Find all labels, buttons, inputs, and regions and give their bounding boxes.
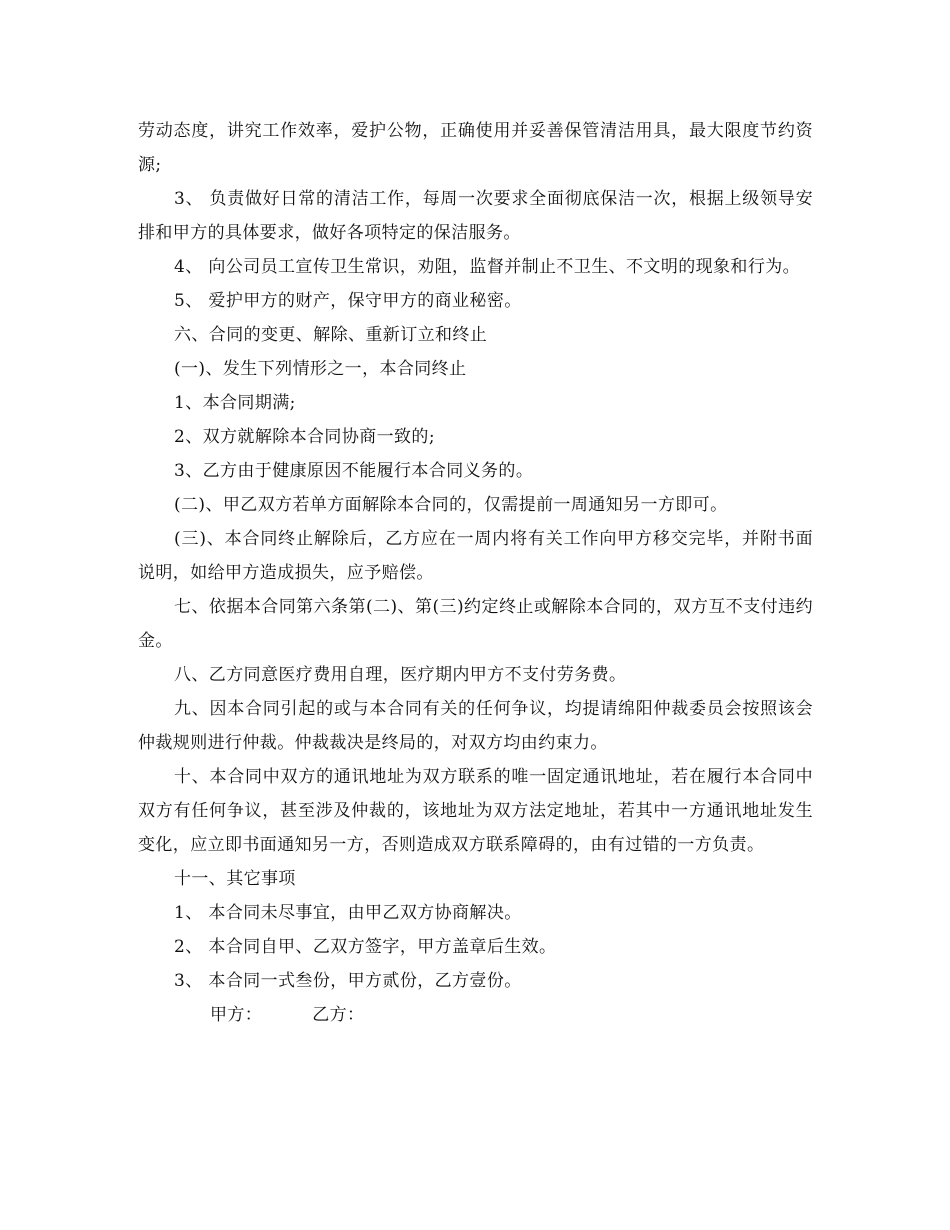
list-item-11-1: 1、 本合同未尽事宜，由甲乙双方协商解决。 (174, 903, 522, 923)
subsection-6-1: (一)、发生下列情形之一，本合同终止 (174, 359, 467, 379)
paragraph-item-3-cleaning: 3、 负责做好日常的清洁工作，每周一次要求全面彻底保洁一次，根据上级领导安排和甲方的具体要求，做好各项特定的保洁服务。 (138, 189, 813, 243)
section-10: 十、本合同中双方的通讯地址为双方联系的唯一固定通讯地址，若在履行本合同中双方有任何争议，甚至涉及仲裁的，该地址为双方法定地址，若其中一方通讯地址发生变化，应立即书面通知另一方，否则造成双方联系障碍的，由有过错的一方负责。 (138, 767, 813, 855)
document-body (138, 114, 813, 1032)
paragraph-item-5-property: 5、 爱护甲方的财产，保守甲方的商业秘密。 (174, 291, 522, 311)
signature-line (138, 998, 813, 1032)
party-b-label: 乙方： (312, 1005, 365, 1025)
party-a-label: 甲方： (210, 1005, 263, 1025)
section-heading-11: 十一、其它事项 (174, 869, 296, 889)
list-item-expiry: 1、本合同期满; (174, 393, 296, 413)
paragraph-item-4-hygiene: 4、 向公司员工宣传卫生常识，劝阻，监督并制止不卫生、不文明的现象和行为。 (174, 257, 801, 277)
list-item-health: 3、乙方由于健康原因不能履行本合同义务的。 (174, 461, 534, 481)
section-heading-6: 六、合同的变更、解除、重新订立和终止 (174, 325, 488, 345)
list-item-mutual-agreement: 2、双方就解除本合同协商一致的; (174, 427, 435, 447)
list-item-11-2: 2、 本合同自甲、乙双方签字，甲方盖章后生效。 (174, 937, 557, 957)
list-item-11-3: 3、 本合同一式叁份，甲方贰份，乙方壹份。 (174, 971, 522, 991)
paragraph-labor-attitude: 劳动态度，讲究工作效率，爱护公物，正确使用并妥善保管清洁用具，最大限度节约资源; (138, 121, 813, 175)
subsection-6-2: (二)、甲乙双方若单方面解除本合同的，仅需提前一周通知另一方即可。 (174, 495, 728, 515)
section-8: 八、乙方同意医疗费用自理，医疗期内甲方不支付劳务费。 (174, 665, 627, 685)
section-9: 九、因本合同引起的或与本合同有关的任何争议，均提请绵阳仲裁委员会按照该会仲裁规则进行仲裁。仲裁裁决是终局的，对双方均由约束力。 (138, 699, 813, 753)
section-7: 七、依据本合同第六条第(二)、第(三)约定终止或解除本合同的，双方互不支付违约金。 (138, 597, 813, 651)
subsection-6-3: (三)、本合同终止解除后，乙方应在一周内将有关工作向甲方移交完毕，并附书面说明，如给甲方造成损失，应予赔偿。 (138, 529, 813, 583)
